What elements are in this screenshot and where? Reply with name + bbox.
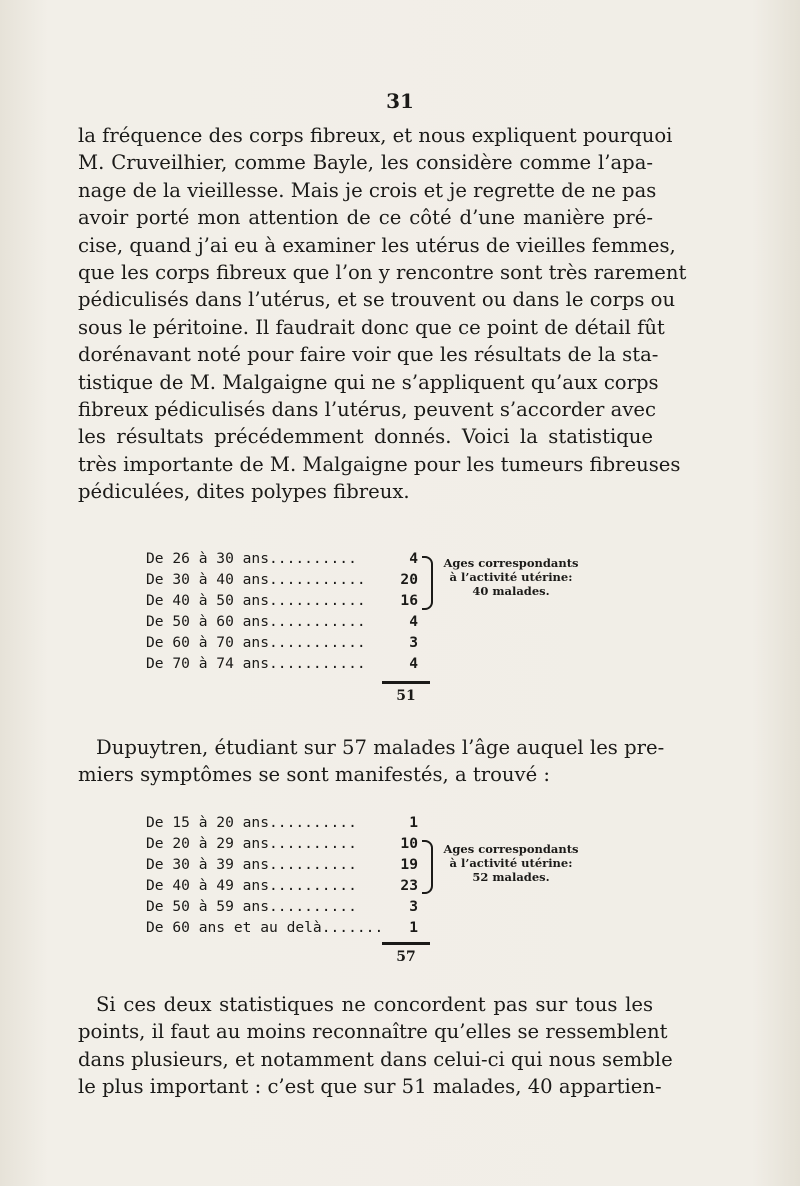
- note-line: 40 malades.: [472, 584, 550, 598]
- brace-note: [436, 842, 586, 884]
- note-line: Ages correspondants: [443, 556, 579, 570]
- age-range: De 40 à 50 ans...........: [146, 592, 366, 609]
- age-range: De 50 à 59 ans..........: [146, 898, 357, 915]
- text-line: dorénavant noté pour faire voir que les résultats de la sta-: [78, 343, 659, 367]
- age-range: De 70 à 74 ans...........: [146, 655, 366, 672]
- paragraph-3: [78, 991, 673, 1101]
- case-count: 19: [400, 856, 418, 873]
- case-count: 1: [409, 814, 418, 831]
- text-line: pédiculées, dites polypes fibreux.: [78, 480, 410, 504]
- brace: [422, 840, 433, 894]
- text-line: la fréquence des corps fibreux, et nous expliquent pourquoi: [78, 124, 673, 147]
- text-line: le plus important : c’est que sur 51 malades, 40 appartien-: [78, 1075, 662, 1099]
- paragraph-1: [78, 122, 687, 506]
- text-line: nage de la vieillesse. Mais je crois et je regrette de ne pas: [78, 178, 657, 202]
- text-line: pédiculisés dans l’utérus, et se trouvent ou dans le corps ou: [78, 288, 676, 312]
- note-line: 52 malades.: [472, 870, 550, 884]
- case-count: 3: [409, 898, 418, 915]
- text-line: miers symptômes se sont manifestés, a trouvé :: [78, 763, 551, 787]
- age-range: De 15 à 20 ans..........: [146, 814, 357, 831]
- case-count: 4: [409, 550, 418, 567]
- sum-rule: [382, 942, 430, 945]
- age-range: De 60 à 70 ans...........: [146, 634, 366, 651]
- page-number: 31: [386, 89, 414, 113]
- sum-rule: [382, 681, 430, 684]
- text-line: M. Cruveilhier, comme Bayle, les considère comme l’apa-: [78, 151, 653, 175]
- note-line: à l’activité utérine:: [449, 856, 573, 870]
- note-line: Ages correspondants: [443, 842, 579, 856]
- text-line: très importante de M. Malgaigne pour les tumeurs fibreuses: [78, 452, 681, 476]
- total-count: 51: [396, 688, 416, 704]
- text-line: que les corps fibreux que l’on y rencontre sont très rarement: [78, 261, 687, 285]
- case-count: 1: [409, 919, 418, 936]
- age-range: De 20 à 29 ans..........: [146, 835, 357, 852]
- note-line: à l’activité utérine:: [449, 570, 573, 584]
- case-count: 4: [409, 655, 418, 672]
- age-range: De 60 ans et au delà.......: [146, 919, 384, 936]
- case-count: 16: [400, 592, 418, 609]
- text-line: points, il faut au moins reconnaître qu’elles se ressemblent: [78, 1020, 668, 1044]
- age-range: De 40 à 49 ans..........: [146, 877, 357, 894]
- age-range: De 26 à 30 ans..........: [146, 550, 357, 567]
- case-count: 4: [409, 613, 418, 630]
- text-line: cise, quand j’ai eu à examiner les utérus de vieilles femmes,: [78, 233, 676, 257]
- case-count: 20: [400, 571, 418, 588]
- text-line: Si ces deux statistiques ne concordent pas sur tous les: [96, 993, 653, 1016]
- text-line: avoir porté mon attention de ce côté d’une manière pré-: [78, 206, 653, 230]
- age-range: De 30 à 40 ans...........: [146, 571, 366, 588]
- text-line: tistique de M. Malgaigne qui ne s’appliquent qu’aux corps: [78, 370, 659, 394]
- age-range: De 50 à 60 ans...........: [146, 613, 366, 630]
- brace-note: [436, 556, 586, 598]
- text-line: dans plusieurs, et notamment dans celui-ci qui nous semble: [78, 1047, 673, 1071]
- text-line: sous le péritoine. Il faudrait donc que ce point de détail fût: [78, 315, 665, 339]
- case-count: 23: [400, 877, 418, 894]
- total-count: 57: [396, 949, 416, 965]
- text-line: les résultats précédemment donnés. Voici la statistique: [78, 425, 653, 449]
- text-line: fibreux pédiculisés dans l’utérus, peuvent s’accorder avec: [78, 398, 656, 422]
- brace: [422, 556, 433, 610]
- age-range: De 30 à 39 ans..........: [146, 856, 357, 873]
- text-line: Dupuytren, étudiant sur 57 malades l’âge auquel les pre-: [96, 736, 665, 759]
- case-count: 3: [409, 634, 418, 651]
- case-count: 10: [400, 835, 418, 852]
- paragraph-2: [78, 734, 665, 789]
